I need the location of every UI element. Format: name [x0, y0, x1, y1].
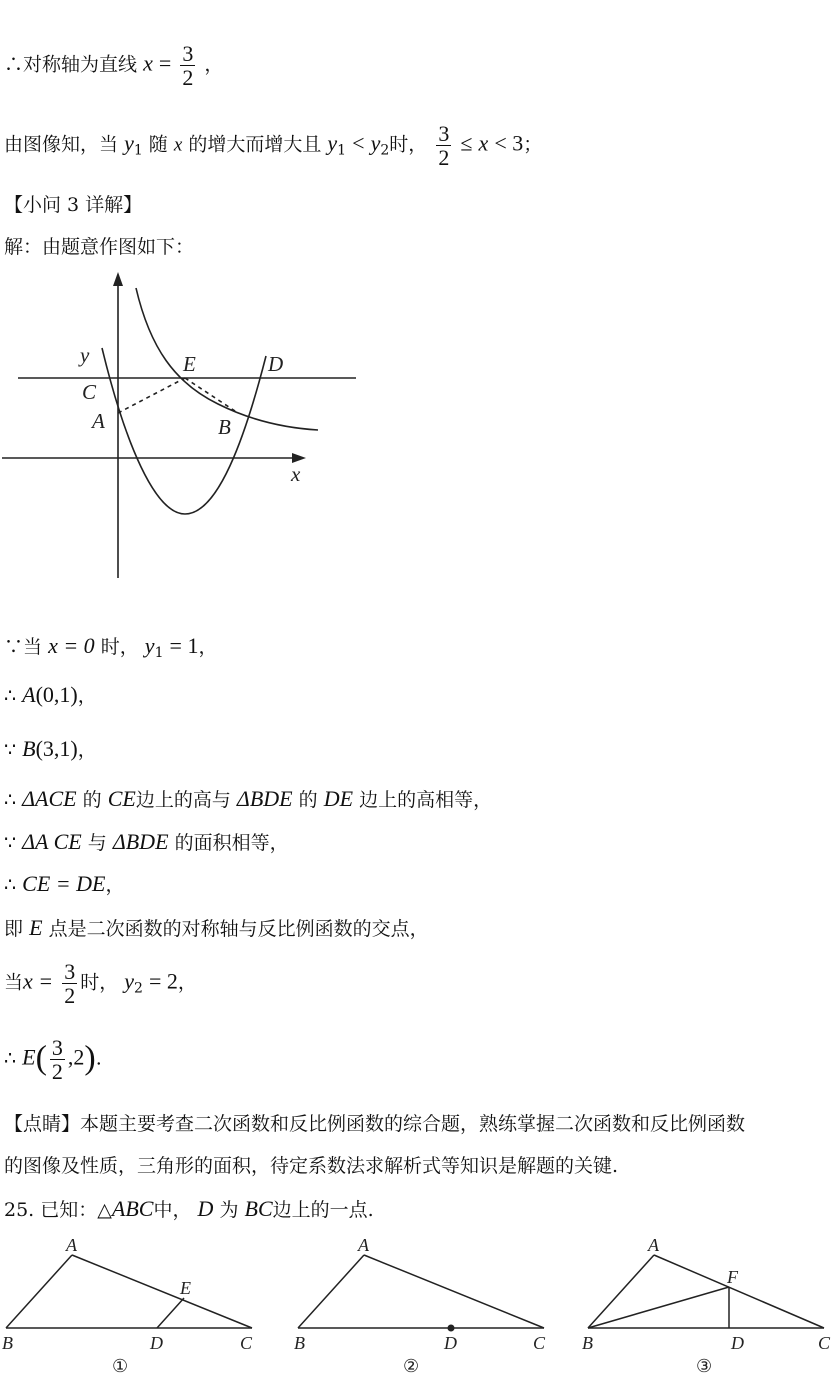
- fig2-label-C: C: [533, 1333, 546, 1353]
- fig2-label-A: A: [358, 1235, 369, 1255]
- fig2-label-B: B: [294, 1333, 305, 1353]
- label-B: B: [218, 415, 231, 439]
- line-CE-eq-DE: ∴ CE = DE，: [4, 871, 125, 896]
- comment-line-2: 的图像及性质，三角形的面积，待定系数法求解析式等知识是解题的关键.: [4, 1155, 619, 1177]
- line-E-intersection: 即 E 点是二次函数的对称轴与反比例函数的交点，: [4, 915, 429, 940]
- line-areas-equal: ∵ ΔA CE 与 ΔBDE 的面积相等，: [4, 829, 289, 854]
- fraction: $\frac{3}{2}$: [438, 121, 450, 171]
- fig1-label-B: B: [2, 1333, 13, 1353]
- fig3-label-D: D: [731, 1333, 744, 1353]
- figure-3: [578, 1228, 840, 1377]
- hyperbola: [136, 288, 318, 430]
- label-y: y: [80, 343, 90, 367]
- comment-line-1: 【点睛】本题主要考查二次函数和反比例函数的综合题，熟练掌握二次函数和反比例函数: [4, 1113, 746, 1135]
- problem-25: 25. 已知：△ABC中， D 为 BC边上的一点.: [4, 1196, 374, 1221]
- equals: =: [158, 50, 172, 76]
- var-x: x: [143, 50, 153, 76]
- label-A: A: [92, 409, 105, 433]
- figure-2: [290, 1228, 560, 1377]
- fig2-label-D: D: [444, 1333, 457, 1353]
- fraction: $\frac{3}{2}$: [182, 41, 194, 91]
- section-heading-q3: 【小问 3 详解】: [4, 194, 143, 216]
- fig1-label-D: D: [150, 1333, 163, 1353]
- fig3-label-F: F: [727, 1267, 738, 1287]
- line-symmetry-axis: ∴对称轴为直线 x = $\frac{3}{2}$ ，: [4, 41, 224, 91]
- line-point-A: ∴ A(0,1)，: [4, 682, 97, 707]
- fig2-point-D: [448, 1325, 455, 1332]
- line-point-E: ∴ E( $\frac{3}{2}$ ,2).: [4, 1035, 102, 1085]
- fig1-label-C: C: [240, 1333, 253, 1353]
- line-point-B: ∵ B(3,1)，: [4, 736, 97, 761]
- solution-intro: 解：由题意作图如下：: [4, 236, 195, 258]
- fig1-label-A: A: [66, 1235, 77, 1255]
- fig3-caption: ③: [696, 1356, 713, 1376]
- line-x-three-halves: 当x = $\frac{3}{2}$ 时， $y_2 = 2$，: [4, 959, 197, 1009]
- function-graph: [0, 268, 370, 588]
- fig3-label-A: A: [648, 1235, 659, 1255]
- fig1-label-E: E: [180, 1278, 191, 1298]
- line-x0: ∵当 x = 0 时， $y_1 = 1$，: [4, 633, 218, 661]
- y-axis-arrow: [113, 272, 123, 286]
- fig2-caption: ②: [403, 1356, 420, 1376]
- dashed-EB: [185, 378, 238, 413]
- label-C: C: [82, 380, 97, 404]
- label-E: E: [183, 352, 196, 376]
- fig3-label-B: B: [582, 1333, 593, 1353]
- line-heights-equal: ∴ ΔACE 的 CE边上的高与 ΔBDE 的 DE 边上的高相等，: [4, 786, 493, 811]
- dashed-AE: [118, 378, 185, 413]
- line-increase-condition: 由图像知，当 $y_1$ 随 x 的增大而增大且 $y_1 < y_2$时， $\frac{3}{2}$ ≤ x < 3；: [4, 121, 543, 171]
- fig3-label-C: C: [818, 1333, 831, 1353]
- label-D: D: [268, 352, 284, 376]
- figure-1: [0, 1228, 280, 1377]
- fig1-caption: ①: [112, 1356, 129, 1376]
- text: ∴对称轴为直线: [4, 53, 138, 76]
- label-x: x: [291, 462, 301, 486]
